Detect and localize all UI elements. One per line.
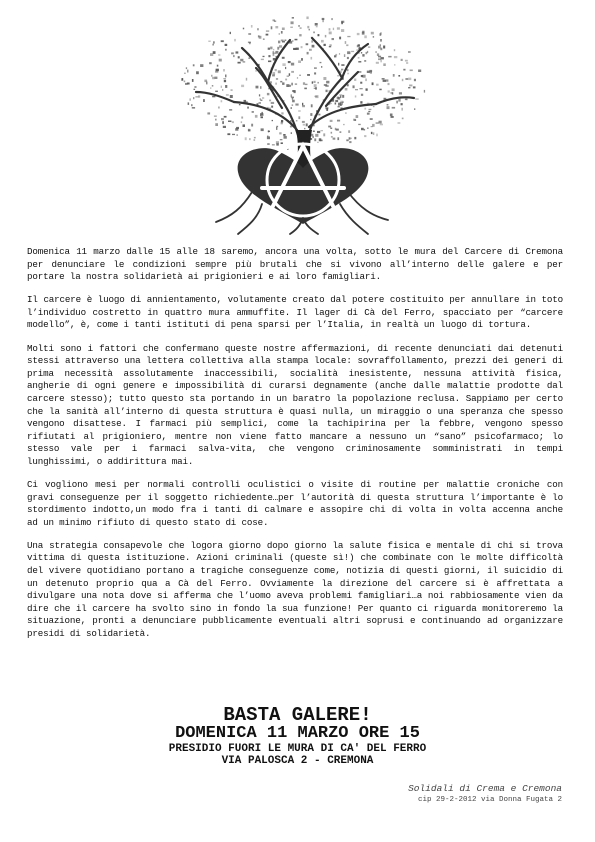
tree-heart-logo-icon	[172, 12, 434, 238]
headline-title: BASTA GALERE!	[223, 704, 372, 726]
colophon: cip 29-2-2012 via Donna Fugata 2	[417, 796, 562, 804]
paragraph-mesi: Ci vogliono mesi per normali controlli oculistici o visite di routine per malattie croniche con gravi conseguenze per il soggetto richiedente…per l’autorità di questa struttura l’importante è lo stordimento indotto,un modo fra i tanti di calmare e assopire chi di volta in volta accenna anche ad un minimo rifiuto di questo stato di cose.	[27, 479, 563, 528]
headline-date: DOMENICA 11 MARZO ORE 15	[175, 724, 420, 743]
call-to-action	[0, 705, 595, 767]
signature	[408, 783, 562, 805]
headline-place: PRESIDIO FUORI LE MURA DI CA' DEL FERRO	[168, 743, 427, 755]
headline-address: VIA PALOSCA 2 - CREMONA	[221, 755, 374, 767]
paragraph-strategia: Una strategia consapevole che logora giorno dopo giorno la salute fisica e mentale di chi si trova vittima di questa istituzione. Azioni criminali (queste sì!) che combinate con le molte difficoltà del vivere quotidiano portano a tragiche conseguenze come, notizia di questi giorni, il suicidio di un detenuto proprio qua a Cà del Ferro. Ovviamente la direzione del carcere si è affrettata a divulgare una nota dove si afferma che l’uomo aveva problemi famigliari…a noi rabbiosamente vien da dire che il carcere ha svolto sino in fondo la sua funzione! Per quanto ci riguarda monitoreremo la situazione, pronti a denunciare pubblicamente eventuali altri soprusi e continuando ad organizzare presidi di solidarietà.	[27, 539, 563, 640]
article-body	[27, 246, 563, 651]
paragraph-intro: Domenica 11 marzo dalle 15 alle 18 saremo, ancora una volta, sotto le mura del Carcere di Cremona per denunciare le condizioni sempre più brutali che si vivono all’interno delle galere e per portare la nostra solidarietà ai prigionieri e ai loro famigliari.	[27, 246, 563, 283]
paragraph-fattori: Molti sono i fattori che confermano queste nostre affermazioni, di recente denunciati dai detenuti stessi attraverso una lettera collettiva alla stampa locale: sovraffollamento, prezzi dei generi di prima necessità assolutamente inaccessibili, socialità inesistente, nessuna attività fisica, angherie di ogni genere e impossibilità di curarsi degnamente (anche dalle malattie prodotte dal carcere stesso); tutto questo sta portando in un baratro la popolazione reclusa. Sappiamo per certo che la sanità all’interno di questa struttura è quasi nulla, un miraggio o una speranza che spesso vengono disattese. I farmaci più semplici, come la tachipirina per la febbre, vengono spesso rifiutati al prigioniero, mentre non viene fatto mancare a nessuno un “sano” psicofarmaco; lo stesso vale per i farmaci salva-vita, che vengono criminosamente somministrati in tempi lunghissimi, o addirittura mai.	[27, 342, 563, 467]
signature-group: Solidali di Crema e Cremona	[408, 783, 562, 794]
paragraph-carcere: Il carcere è luogo di annientamento, volutamente creato dal potere costituito per annullare in toto l’individuo costretto in quattro mura ammuffite. Il lager di Cà del Ferro, spacciato per “carcere modello”, è, come i tanti istituti di pena sparsi per l’Italia, in realtà un luogo di tortura.	[27, 294, 563, 331]
